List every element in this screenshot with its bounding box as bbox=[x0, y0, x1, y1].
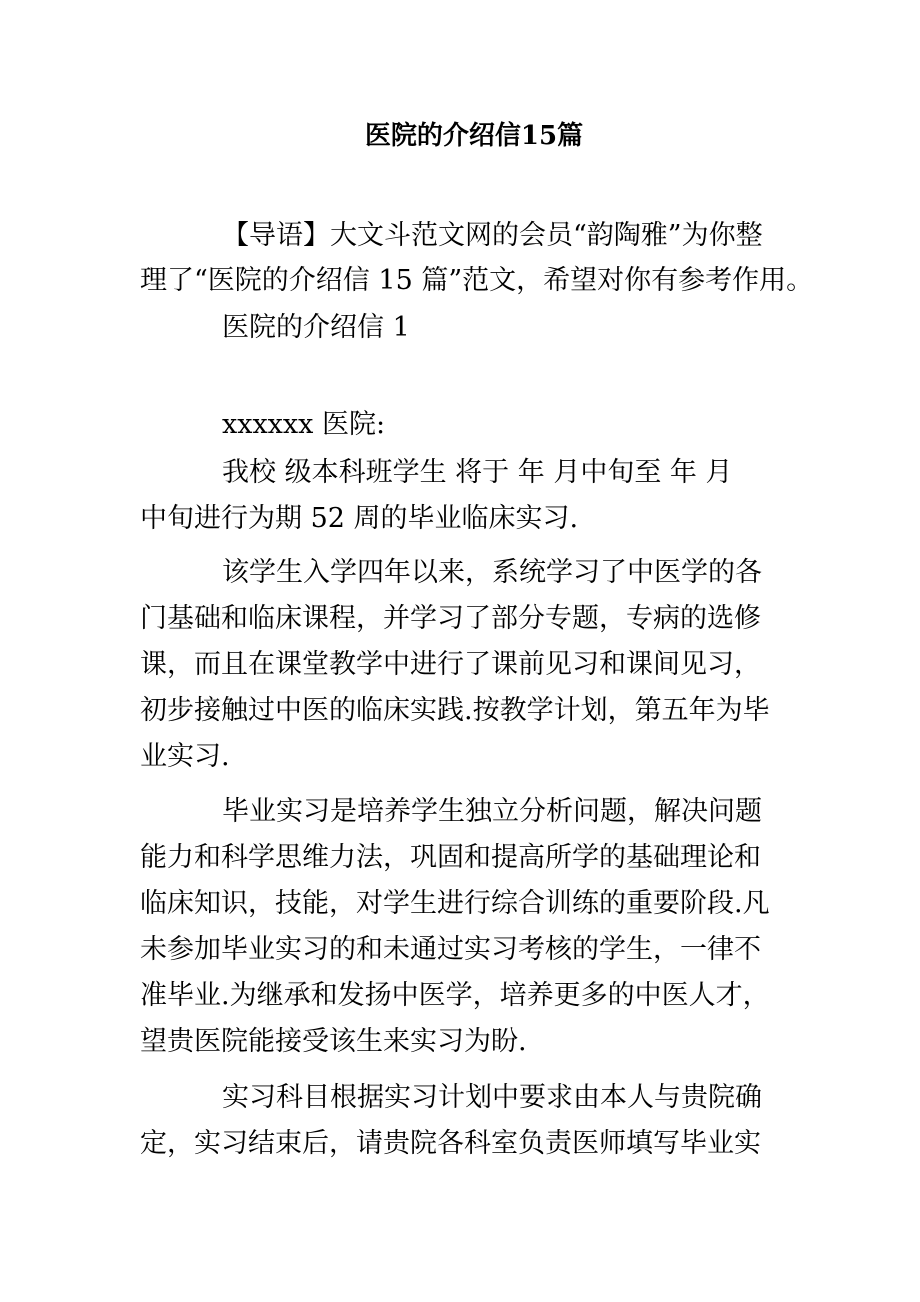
salutation: xxxxxx 医院: bbox=[222, 409, 386, 440]
paragraph-line: 课，而且在课堂教学中进行了课前见习和课间见习， bbox=[140, 649, 761, 680]
paragraph-line: 业实习. bbox=[140, 741, 230, 772]
paragraph-line: 门基础和临床课程，并学习了部分专题，专病的选修 bbox=[140, 603, 761, 634]
paragraph-line: 未参加毕业实习的和未通过实习考核的学生，一律不 bbox=[140, 934, 761, 965]
section-heading-1: 医院的介绍信 1 bbox=[222, 312, 410, 343]
paragraph-line: 临床知识，技能，对学生进行综合训练的重要阶段.凡 bbox=[140, 888, 770, 919]
paragraph-line: 该学生入学四年以来，系统学习了中医学的各 bbox=[222, 557, 762, 588]
paragraph-line: 初步接触过中医的临床实践.按教学计划，第五年为毕 bbox=[140, 695, 770, 726]
document-title: 医院的介绍信15篇 bbox=[364, 121, 584, 151]
intro-line-2: 理了“医院的介绍信 15 篇”范文，希望对你有参考作用。 bbox=[140, 265, 814, 296]
paragraph-line: 实习科目根据实习计划中要求由本人与贵院确 bbox=[222, 1082, 762, 1113]
paragraph-line: 中旬进行为期 52 周的毕业临床实习. bbox=[140, 503, 579, 534]
paragraph-line: 我校 级本科班学生 将于 年 月中旬至 年 月 bbox=[222, 457, 733, 488]
paragraph-line: 准毕业.为继承和发扬中医学，培养更多的中医人才， bbox=[140, 980, 770, 1011]
paragraph-line: 毕业实习是培养学生独立分析问题，解决问题 bbox=[222, 796, 762, 827]
paragraph-line: 能力和科学思维力法，巩固和提高所学的基础理论和 bbox=[140, 842, 761, 873]
intro-line-1: 【导语】大文斗范文网的会员“韵陶雅”为你整 bbox=[222, 220, 763, 251]
paragraph-line: 定，实习结束后，请贵院各科室负责医师填写毕业实 bbox=[140, 1128, 761, 1159]
paragraph-line: 望贵医院能接受该生来实习为盼. bbox=[140, 1026, 527, 1057]
